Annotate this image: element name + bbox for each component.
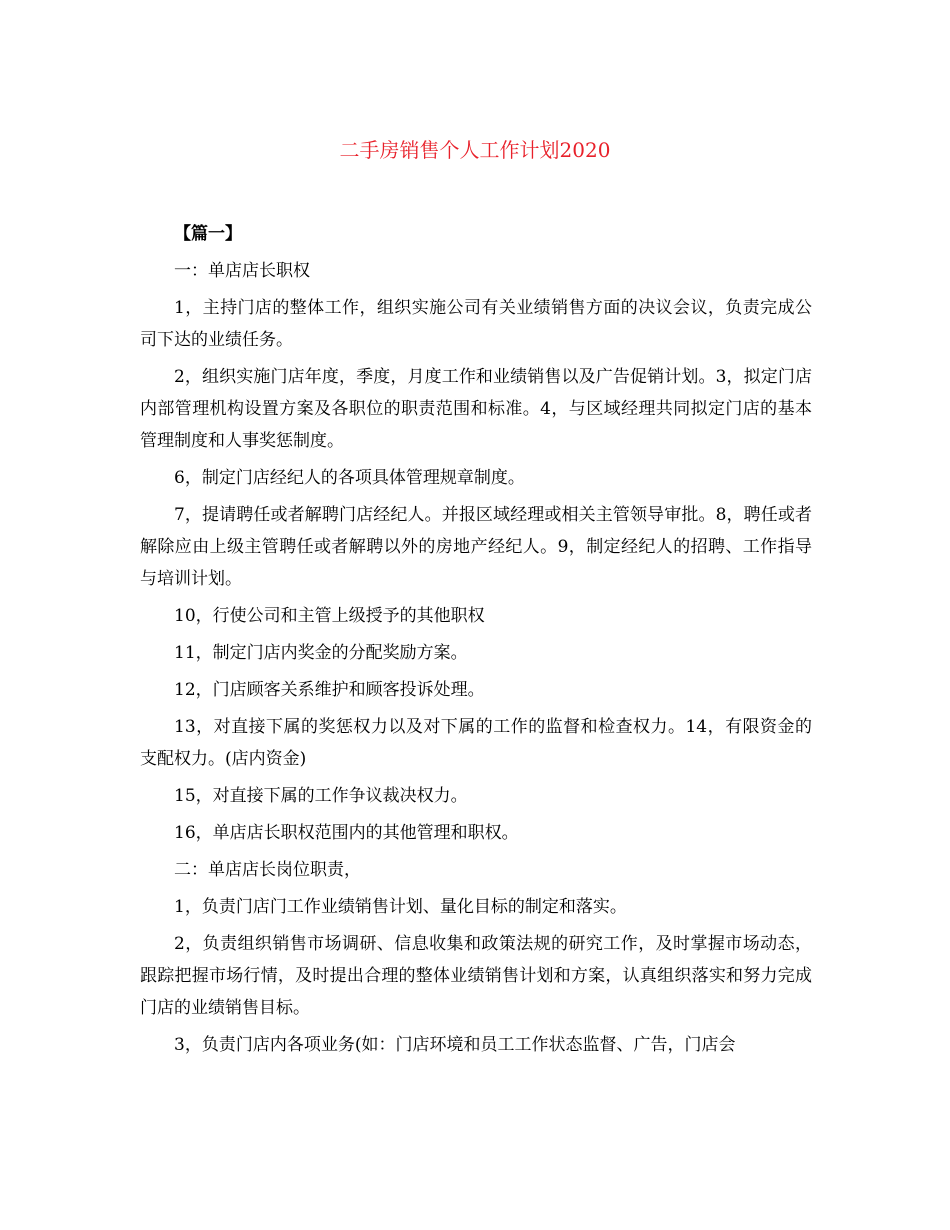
paragraph: 1，主持门店的整体工作，组织实施公司有关业绩销售方面的决议会议，负责完成公司下达的业绩任务。 bbox=[140, 298, 812, 350]
paragraph: 6，制定门店经纪人的各项具体管理规章制度。 bbox=[174, 468, 525, 488]
document-body bbox=[140, 218, 812, 1066]
section-heading-1: 一：单店店长职权 bbox=[174, 261, 310, 281]
paragraph: 16，单店店长职权范围内的其他管理和职权。 bbox=[174, 823, 519, 843]
paragraph: 11，制定门店内奖金的分配奖励方案。 bbox=[174, 643, 468, 663]
paragraph: 1，负责门店门工作业绩销售计划、量化目标的制定和落实。 bbox=[174, 897, 627, 917]
paragraph: 2，负责组织销售市场调研、信息收集和政策法规的研究工作，及时掌握市场动态，跟踪把握市场行情，及时提出合理的整体业绩销售计划和方案，认真组织落实和努力完成门店的业绩销售目标。 bbox=[140, 934, 812, 1018]
section-heading-2: 二：单店店长岗位职责， bbox=[174, 860, 361, 880]
paragraph: 13，对直接下属的奖惩权力以及对下属的工作的监督和检查权力。14，有限资金的支配权力。(店内资金) bbox=[140, 717, 812, 769]
paragraph: 2，组织实施门店年度，季度，月度工作和业绩销售以及广告促销计划。3，拟定门店内部管理机构设置方案及各职位的职责范围和标准。4，与区域经理共同拟定门店的基本管理制度和人事奖惩制度。 bbox=[140, 367, 812, 451]
paragraph: 7，提请聘任或者解聘门店经纪人。并报区域经理或相关主管领导审批。8，聘任或者解除应由上级主管聘任或者解聘以外的房地产经纪人。9，制定经纪人的招聘、工作指导与培训计划。 bbox=[140, 505, 812, 589]
section-label: 【篇一】 bbox=[174, 224, 242, 244]
paragraph: 12，门店顾客关系维护和顾客投诉处理。 bbox=[174, 680, 485, 700]
document-title: 二手房销售个人工作计划2020 bbox=[339, 138, 611, 162]
paragraph: 10，行使公司和主管上级授予的其他职权 bbox=[174, 606, 485, 626]
paragraph: 3，负责门店内各项业务(如：门店环境和员工工作状态监督、广告，门店会 bbox=[174, 1035, 736, 1055]
paragraph: 15，对直接下属的工作争议裁决权力。 bbox=[174, 786, 468, 806]
